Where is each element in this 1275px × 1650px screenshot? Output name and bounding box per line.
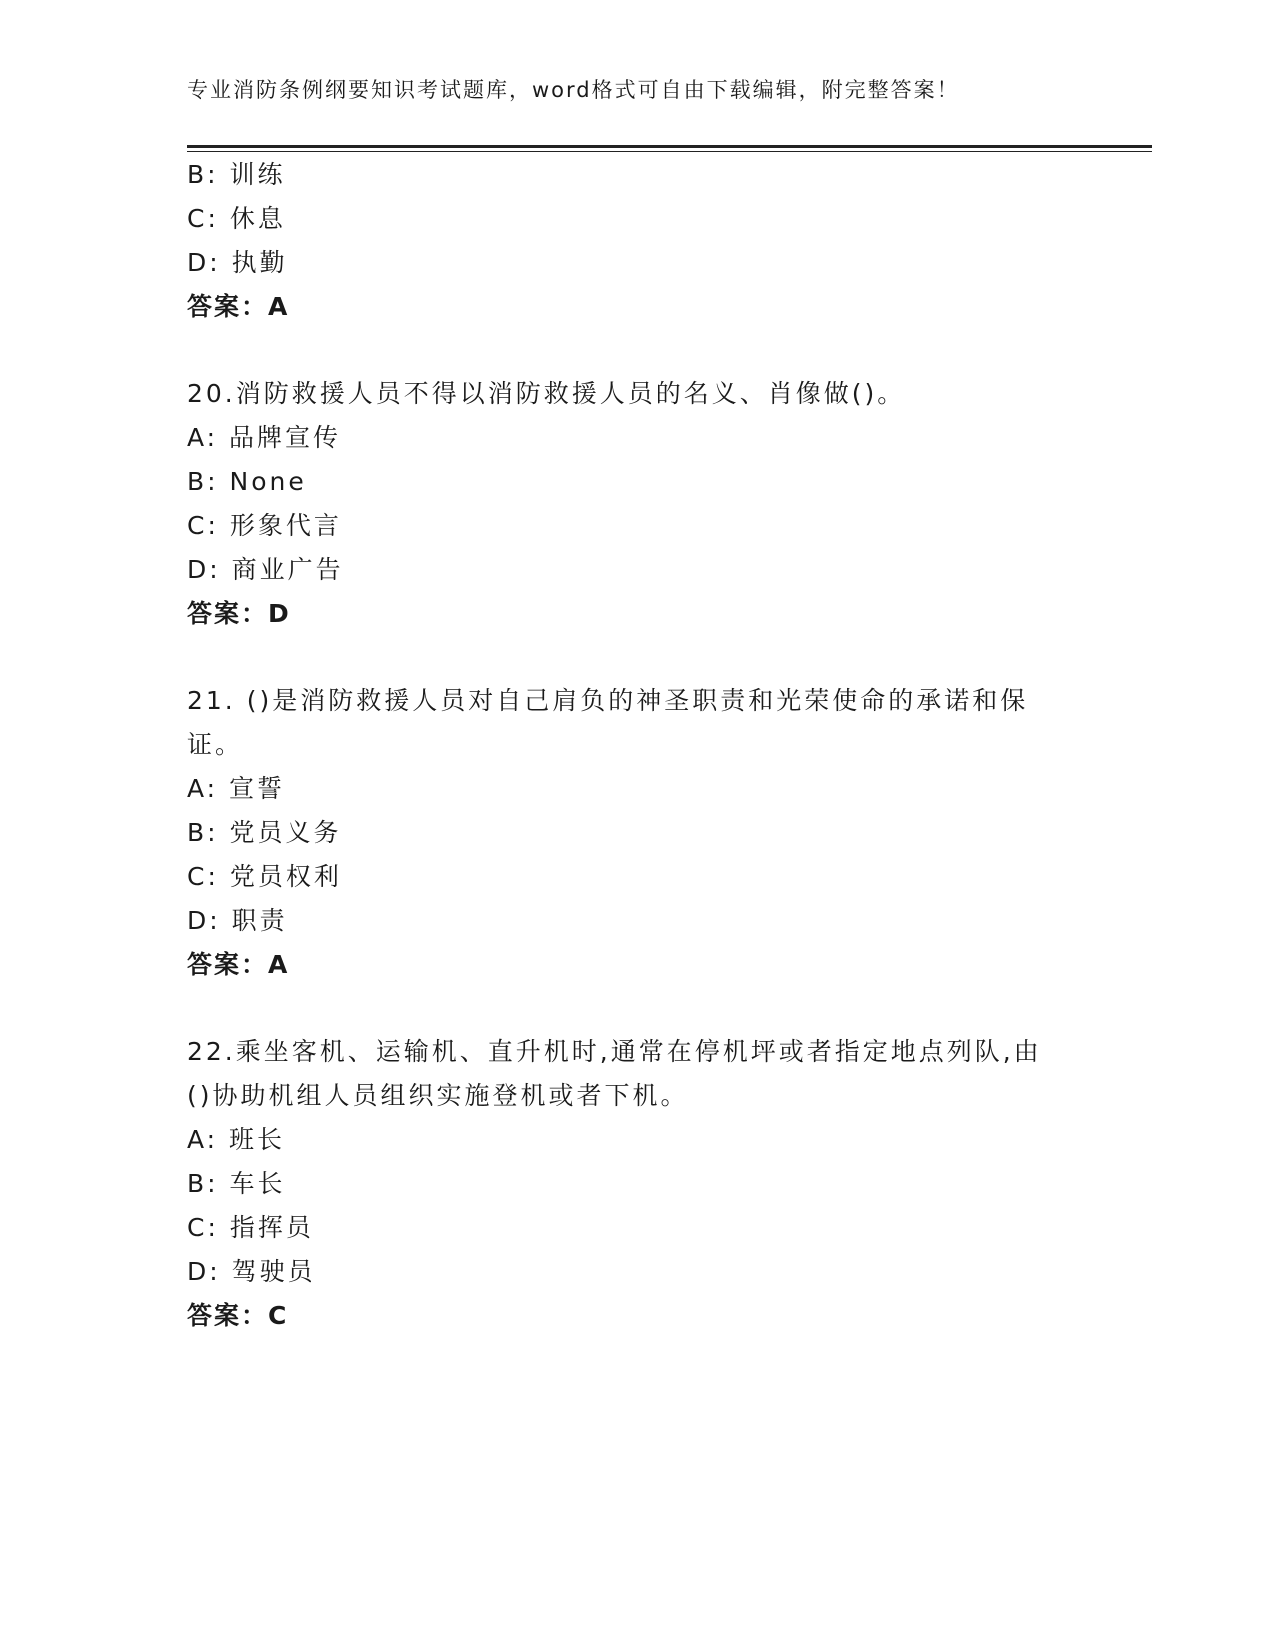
option-d: D: 职责 [187,906,288,935]
option-c: C: 党员权利 [187,862,342,891]
option-c: C: 休息 [187,204,286,233]
header-rule-thick [187,145,1152,148]
question-20: 20.消防救援人员不得以消防救援人员的名义、肖像做()。 [187,379,906,408]
option-b: B: None [187,467,307,496]
answer: 答案：D [187,599,291,628]
option-d: D: 驾驶员 [187,1257,316,1286]
option-b: B: 车长 [187,1169,286,1198]
option-d: D: 执勤 [187,248,288,277]
option-d: D: 商业广告 [187,555,344,584]
answer: 答案：A [187,950,290,979]
option-a: A: 宣誓 [187,774,286,803]
answer: 答案：C [187,1301,289,1330]
option-a: A: 班长 [187,1125,286,1154]
header-rule-thin [187,151,1152,152]
question-21: 21. ()是消防救援人员对自己肩负的神圣职责和光荣使命的承诺和保 [187,686,1029,715]
page-header: 专业消防条例纲要知识考试题库，word格式可自由下载编辑，附完整答案！ [187,78,960,102]
answer: 答案：A [187,292,290,321]
option-b: B: 训练 [187,160,286,189]
option-c: C: 指挥员 [187,1213,314,1242]
question-22-cont: ()协助机组人员组织实施登机或者下机。 [187,1081,689,1110]
option-b: B: 党员义务 [187,818,342,847]
question-22: 22.乘坐客机、运输机、直升机时,通常在停机坪或者指定地点列队,由 [187,1037,1042,1066]
question-21-cont: 证。 [187,730,244,759]
option-a: A: 品牌宣传 [187,423,342,452]
option-c: C: 形象代言 [187,511,342,540]
